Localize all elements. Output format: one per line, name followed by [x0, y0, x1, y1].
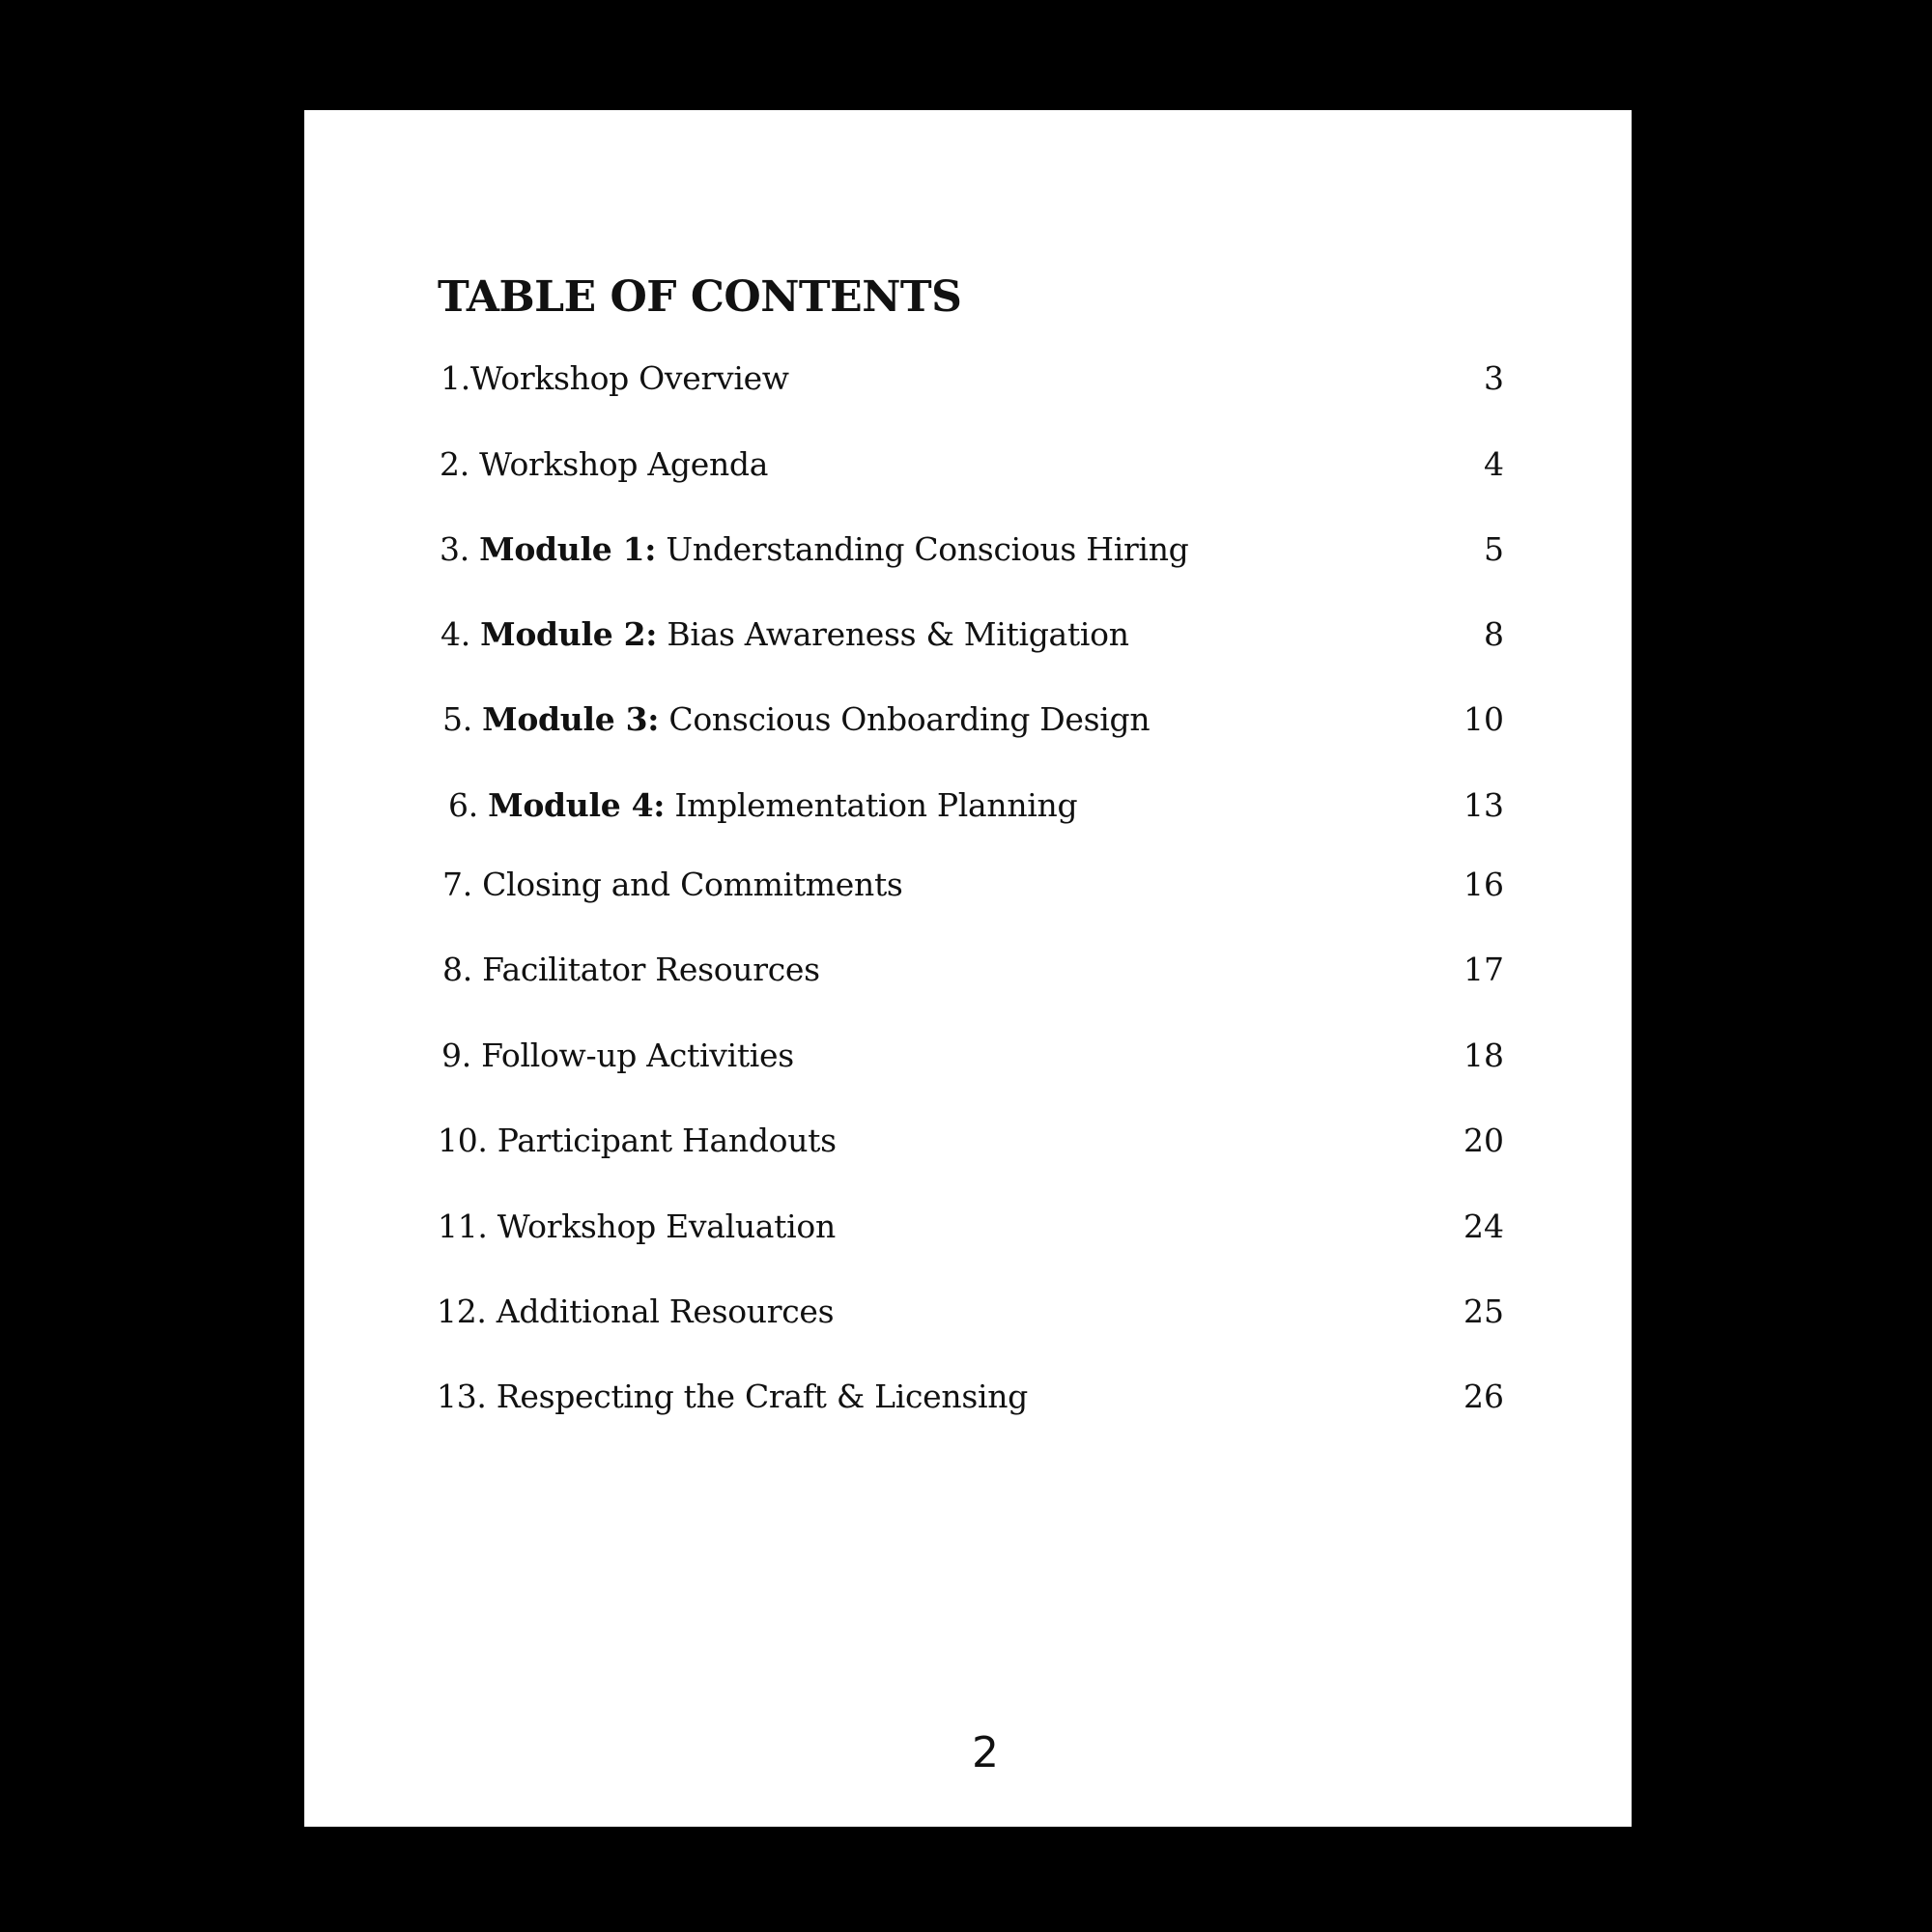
toc-entry-page: 25 — [1463, 1293, 1504, 1330]
toc-entry-page: 24 — [1463, 1208, 1504, 1245]
toc-entry[interactable] — [304, 530, 1632, 579]
toc-title: TABLE OF CONTENTS — [438, 272, 962, 322]
toc-entry-text: Workshop Overview — [469, 359, 789, 397]
toc-entry-page: 8 — [1484, 615, 1504, 653]
toc-entry-label — [448, 786, 1077, 824]
toc-entry-page: 5 — [1484, 530, 1504, 568]
toc-entry-text: Implementation Planning — [674, 786, 1078, 824]
toc-entry-text: Understanding Conscious Hiring — [666, 530, 1189, 568]
toc-entry-label — [442, 866, 903, 903]
toc-entry-text: Workshop Agenda — [479, 445, 769, 483]
toc-entry-page: 20 — [1463, 1122, 1504, 1159]
toc-entry-number: 2. — [440, 445, 469, 483]
toc-entry[interactable] — [304, 700, 1632, 749]
toc-entry-number: 5. — [442, 700, 472, 738]
toc-entry[interactable] — [304, 1122, 1632, 1170]
toc-entry-text: Follow-up Activities — [481, 1037, 794, 1074]
toc-entry-text: Participant Handouts — [497, 1122, 837, 1159]
toc-entry-page: 10 — [1463, 700, 1504, 738]
toc-entry-text: Closing and Commitments — [482, 866, 903, 903]
toc-entry-number: 13. — [437, 1378, 487, 1415]
toc-entry-number: 6. — [448, 786, 478, 824]
toc-entry-label — [442, 700, 1150, 738]
toc-entry-label — [440, 445, 768, 483]
toc-entry-text: Workshop Evaluation — [497, 1208, 836, 1245]
toc-entry-label — [438, 1208, 836, 1245]
toc-entry[interactable] — [304, 1037, 1632, 1085]
toc-entry[interactable] — [304, 1378, 1632, 1426]
document-page — [304, 110, 1632, 1827]
toc-entry-text: Facilitator Resources — [482, 951, 820, 988]
toc-entry-text: Bias Awareness & Mitigation — [667, 615, 1129, 653]
toc-entry[interactable] — [304, 786, 1632, 835]
toc-entry-module: Module 4: — [488, 786, 666, 824]
toc-entry-number: 1. — [440, 359, 470, 397]
toc-entry-label — [441, 1037, 794, 1074]
toc-entry-label — [440, 530, 1188, 568]
toc-entry-number: 10. — [438, 1122, 488, 1159]
toc-entry-module: Module 1: — [479, 530, 657, 568]
toc-entry[interactable] — [304, 1208, 1632, 1256]
toc-entry-label — [437, 1293, 834, 1330]
toc-entry-page: 16 — [1463, 866, 1504, 903]
toc-entry[interactable] — [304, 615, 1632, 664]
toc-entry-page: 26 — [1463, 1378, 1504, 1415]
toc-entry-text: Additional Resources — [496, 1293, 835, 1330]
toc-entry[interactable] — [304, 951, 1632, 999]
toc-entry-page: 3 — [1484, 359, 1504, 397]
toc-entry-label — [440, 359, 789, 397]
toc-entry-number: 8. — [442, 951, 472, 988]
toc-entry-page: 4 — [1484, 445, 1504, 483]
toc-entry-label — [437, 1378, 1028, 1415]
toc-entry-label — [440, 615, 1129, 653]
toc-entry-number: 3. — [440, 530, 469, 568]
toc-entry-number: 4. — [440, 615, 470, 653]
toc-entry-number: 12. — [437, 1293, 487, 1330]
toc-entry-label — [442, 951, 820, 988]
toc-entry[interactable] — [304, 1293, 1632, 1341]
toc-entry-number: 9. — [441, 1037, 471, 1074]
toc-entry-page: 13 — [1463, 786, 1504, 824]
toc-entry-module: Module 3: — [482, 700, 660, 738]
toc-entry-number: 11. — [438, 1208, 488, 1245]
toc-entry-label — [438, 1122, 837, 1159]
toc-entry-page: 17 — [1463, 951, 1504, 988]
toc-entry[interactable] — [304, 445, 1632, 494]
page-number: 2 — [972, 1728, 999, 1777]
toc-entry[interactable] — [304, 866, 1632, 914]
toc-entry-text: Respecting the Craft & Licensing — [496, 1378, 1028, 1415]
toc-entry-text: Conscious Onboarding Design — [668, 700, 1151, 738]
toc-entry-page: 18 — [1463, 1037, 1504, 1074]
toc-entry[interactable] — [304, 359, 1632, 408]
toc-entry-module: Module 2: — [480, 615, 658, 653]
toc-entry-number: 7. — [442, 866, 472, 903]
